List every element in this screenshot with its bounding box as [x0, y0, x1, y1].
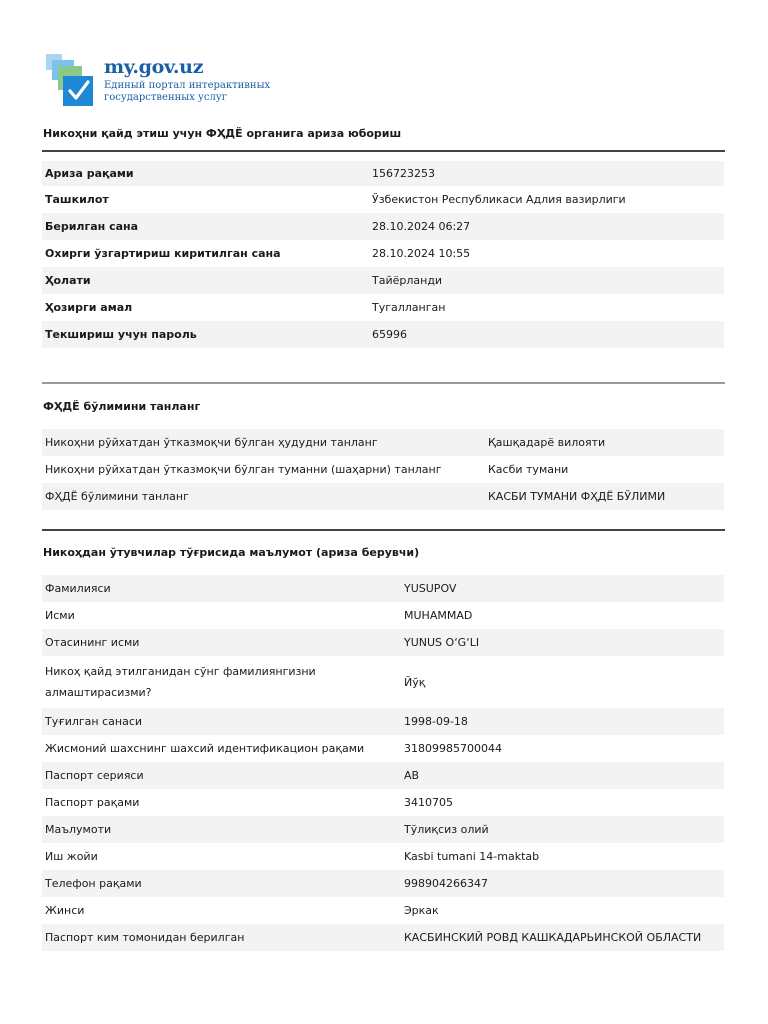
applicant-info-table	[42, 575, 724, 951]
table-row	[42, 267, 724, 294]
row-label: ФҲДЁ бўлимини танланг	[45, 490, 189, 503]
row-label: Исми	[45, 609, 75, 622]
row-value: 28.10.2024 10:55	[372, 247, 471, 260]
row-label: Туғилган санаси	[45, 715, 143, 728]
row-value: Тўлиқсиз олий	[404, 823, 489, 836]
row-label: Никоҳни рўйхатдан ўтказмоқчи бўлган ҳудудни танланг	[45, 436, 378, 449]
row-value: 28.10.2024 06:27	[372, 220, 471, 233]
row-label: Берилган сана	[45, 220, 139, 233]
table-row	[42, 483, 724, 510]
row-value: YUSUPOV	[404, 582, 457, 595]
row-value: Ўзбекистон Республикаси Адлия вазирлиги	[372, 193, 626, 206]
row-value: YUNUS O‘G‘LI	[404, 636, 480, 649]
table-row	[42, 240, 724, 267]
row-label: Ҳозирги амал	[45, 301, 133, 314]
row-value: Касби тумани	[488, 463, 569, 476]
table-row	[42, 161, 724, 186]
row-value: 3410705	[404, 796, 453, 809]
logo-subtitle	[104, 80, 304, 104]
table-row	[42, 870, 724, 897]
table-row	[42, 213, 724, 240]
table-row	[42, 629, 724, 656]
table-row	[42, 456, 724, 483]
row-label: Никоҳ қайд этилганидан сўнг фамилиянгизни алмаштирасизми?	[45, 665, 316, 699]
row-value: 1998-09-18	[404, 715, 468, 728]
row-label: Иш жойи	[45, 850, 98, 863]
row-value: MUHAMMAD	[404, 609, 473, 622]
table-row	[42, 735, 724, 762]
registry-office-table	[42, 429, 724, 510]
logo-title: my.gov.uz	[104, 56, 204, 78]
table-row	[42, 602, 724, 629]
row-label: Текшириш учун пароль	[45, 328, 197, 341]
table-row	[42, 897, 724, 924]
table-row	[42, 843, 724, 870]
row-label: Отасининг исми	[45, 636, 140, 649]
row-label: Паспорт рақами	[45, 796, 140, 809]
row-value: КАСБИ ТУМАНИ ФҲДЁ БЎЛИМИ	[488, 490, 666, 503]
section-title-registry-office: ФҲДЁ бўлимини танланг	[43, 400, 201, 413]
row-value: 156723253	[372, 167, 435, 180]
checkbox-logo-icon	[46, 54, 96, 106]
application-info-table	[42, 161, 724, 348]
table-row	[42, 294, 724, 321]
table-row	[42, 762, 724, 789]
row-label: Никоҳни рўйхатдан ўтказмоқчи бўлган туманни (шаҳарни) танланг	[45, 463, 442, 476]
row-label: Паспорт серияси	[45, 769, 144, 782]
row-label: Охирги ўзгартириш киритилган сана	[45, 247, 281, 260]
row-label: Ҳолати	[45, 274, 91, 287]
table-row	[42, 575, 724, 602]
row-value: AB	[404, 769, 420, 782]
row-value: Йўқ	[404, 675, 426, 689]
divider	[42, 150, 725, 152]
row-value: КАСБИНСКИЙ РОВД КАШКАДАРЬИНСКОЙ ОБЛАСТИ	[404, 931, 702, 944]
row-value: 31809985700044	[404, 742, 502, 755]
table-row	[42, 429, 724, 456]
table-row	[42, 708, 724, 735]
row-value: Эркак	[404, 904, 439, 917]
row-label: Жисмоний шахснинг шахсий идентификацион рақами	[45, 742, 365, 755]
table-row	[42, 816, 724, 843]
row-label: Фамилияси	[45, 582, 111, 595]
divider	[42, 529, 725, 531]
table-row	[42, 924, 724, 951]
logo-subtitle-line1: Единый портал интерактивных	[104, 80, 271, 91]
table-row	[42, 186, 724, 213]
row-label: Паспорт ким томонидан берилган	[45, 931, 245, 944]
row-value: 998904266347	[404, 877, 488, 890]
row-value: Қашқадарё вилояти	[488, 436, 606, 449]
divider	[42, 382, 725, 384]
row-value: Kasbi tumani 14-maktab	[404, 850, 540, 863]
row-label: Ташкилот	[45, 193, 109, 206]
site-logo[interactable]	[46, 54, 286, 108]
table-row	[42, 321, 724, 348]
row-value: Тугалланган	[372, 301, 446, 314]
table-row	[42, 656, 724, 708]
row-value: Тайёрланди	[372, 274, 443, 287]
logo-subtitle-line2: государственных услуг	[104, 92, 228, 103]
table-row	[42, 789, 724, 816]
page-title: Никоҳни қайд этиш учун ФҲДЁ органига ариза юбориш	[43, 127, 402, 140]
row-label: Телефон рақами	[45, 877, 142, 890]
row-label: Маълумоти	[45, 823, 112, 836]
row-label: Ариза рақами	[45, 167, 134, 180]
row-value: 65996	[372, 328, 407, 341]
row-label: Жинси	[45, 904, 85, 917]
section-title-applicant-info: Никоҳдан ўтувчилар тўғрисида маълумот (ариза берувчи)	[43, 546, 420, 559]
